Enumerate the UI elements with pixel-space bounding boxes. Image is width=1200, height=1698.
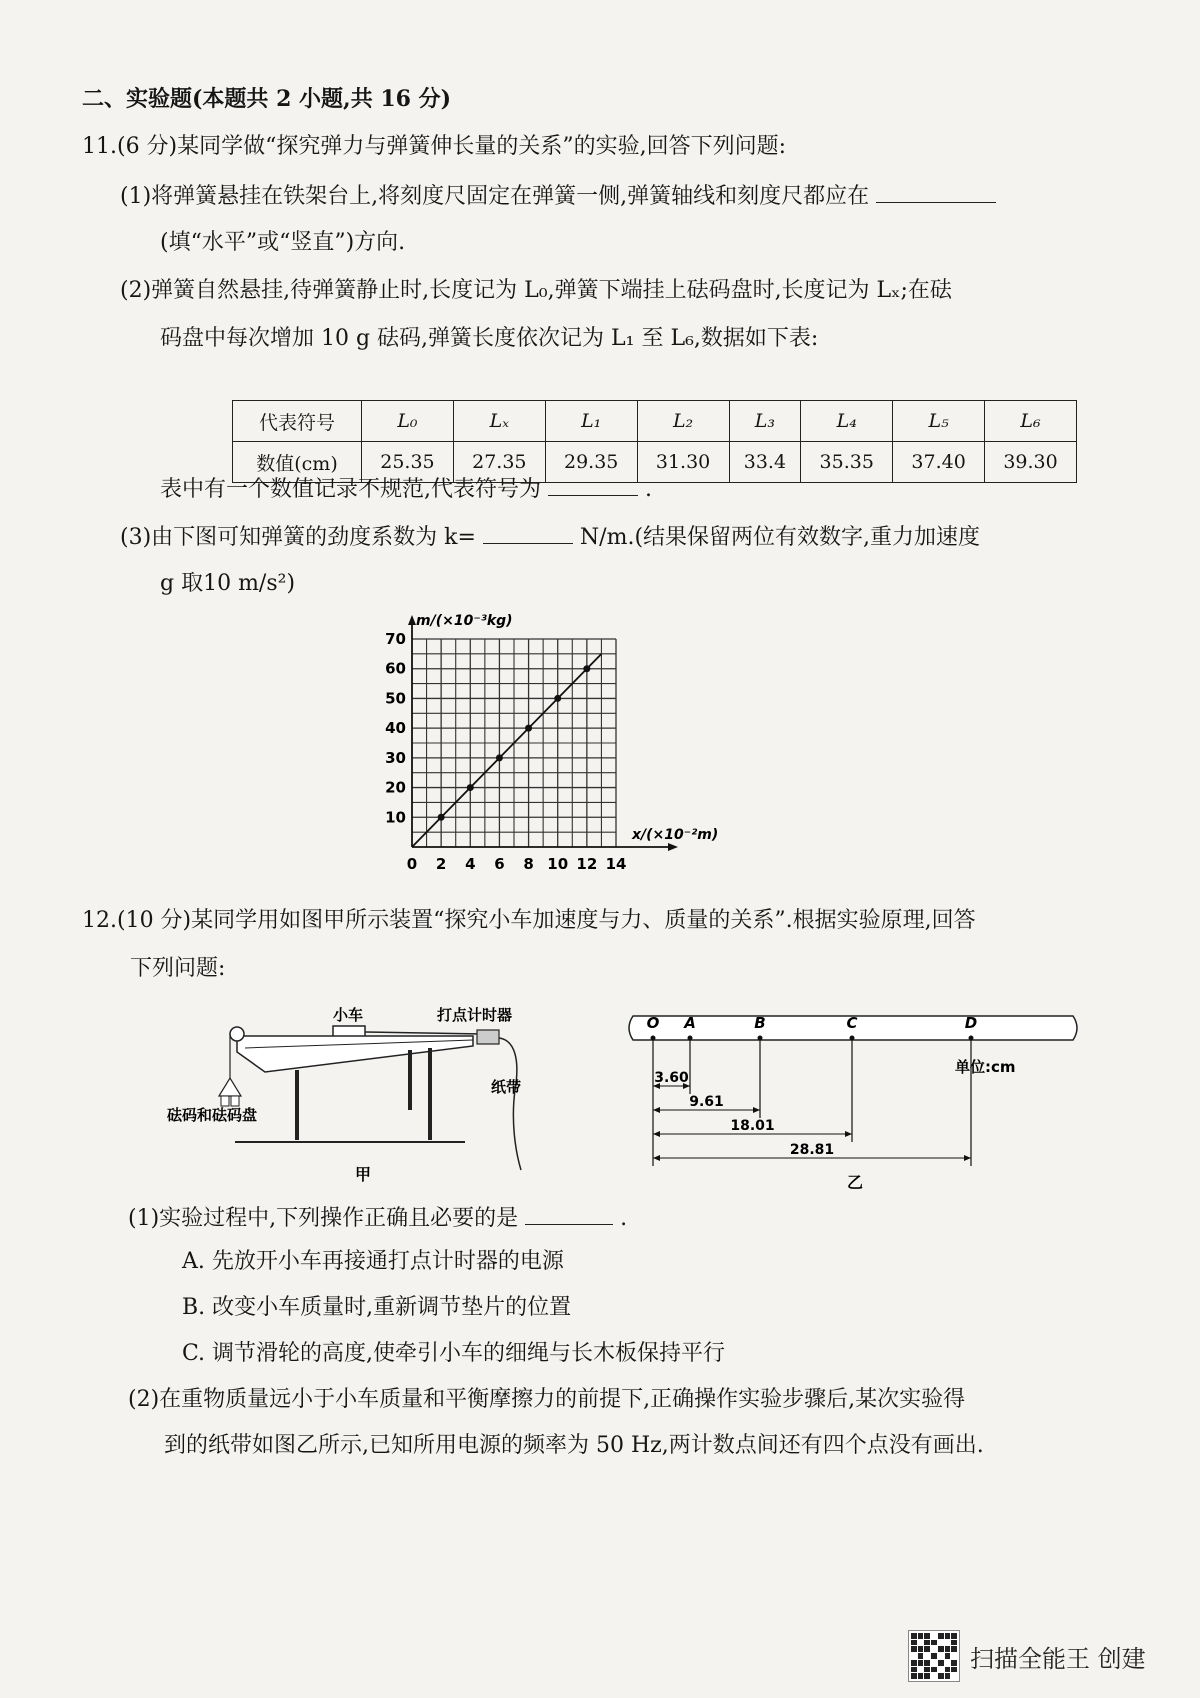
spring-data-table xyxy=(232,400,1077,483)
table-cell: L₄ xyxy=(801,401,893,442)
q12-option-a[interactable]: A. 先放开小车再接通打点计时器的电源 xyxy=(182,1249,564,1274)
q11-part1-cont: (填“水平”或“竖直”)方向. xyxy=(160,230,406,255)
q11-stem: 11.(6 分)某同学做“探究弹力与弹簧伸长量的关系”的实验,回答下列问题: xyxy=(82,134,787,159)
q12-part1 xyxy=(128,1202,627,1234)
x-tick-label: 12 xyxy=(576,855,598,873)
distance-label: 18.01 xyxy=(730,1118,775,1134)
q12-stem-cont: 下列问题: xyxy=(130,956,226,981)
dimension-arrow-right xyxy=(845,1131,852,1137)
distance-label: 28.81 xyxy=(789,1142,835,1158)
dimension-arrow-left xyxy=(653,1131,660,1137)
tape-point-label: O xyxy=(646,1014,660,1032)
distance-label: 9.61 xyxy=(689,1094,724,1110)
distance-label: 3.60 xyxy=(654,1070,689,1086)
data-point xyxy=(467,784,474,791)
table-row xyxy=(233,401,1077,442)
weights-label: 砝码和砝码盘 xyxy=(167,1106,258,1124)
table-cell: Lₓ xyxy=(453,401,545,442)
q12-stem: 12.(10 分)某同学用如图甲所示装置“探究小车加速度与力、质量的关系”.根据实验原理,回答 xyxy=(82,908,976,933)
data-point xyxy=(554,695,561,702)
table-cell: 25.35 xyxy=(362,442,454,483)
y-tick-label: 20 xyxy=(385,778,406,797)
y-axis-label: m/(×10⁻³kg) xyxy=(416,613,513,629)
tape-point-label: D xyxy=(964,1014,978,1032)
y-tick-label: 60 xyxy=(385,659,406,678)
y-tick-label: 70 xyxy=(385,630,406,648)
x-tick-label: 4 xyxy=(465,855,476,873)
data-point xyxy=(438,814,445,821)
q12-option-c[interactable]: C. 调节滑轮的高度,使牵引小车的细绳与长木板保持平行 xyxy=(182,1341,726,1366)
q11-part3-cont: g 取10 m/s²) xyxy=(160,571,296,596)
table-cell: 29.35 xyxy=(545,442,637,483)
q11-part2-cont: 码盘中每次增加 10 g 砝码,弹簧长度依次记为 L₁ 至 L₆,数据如下表: xyxy=(160,326,819,351)
y-tick-label: 40 xyxy=(385,719,406,738)
x-tick-label: 14 xyxy=(605,855,627,873)
figure-yi-caption: 乙 xyxy=(847,1173,864,1192)
y-tick-label: 30 xyxy=(385,748,406,767)
data-point xyxy=(496,754,503,761)
table-cell: 37.40 xyxy=(893,442,985,483)
data-point xyxy=(583,665,590,672)
x-tick-label: 2 xyxy=(435,855,447,873)
q11-part2-question xyxy=(160,473,652,505)
section-title: 二、实验题(本题共 2 小题,共 16 分) xyxy=(82,86,452,112)
car-label: 小车 xyxy=(333,1006,364,1024)
tape-point-label: C xyxy=(846,1014,858,1032)
q12-option-b[interactable]: B. 改变小车质量时,重新调节垫片的位置 xyxy=(182,1295,572,1320)
q12-part2-cont: 到的纸带如图乙所示,已知所用电源的频率为 50 Hz,两计数点间还有四个点没有画出. xyxy=(164,1433,984,1458)
x-axis-arrow xyxy=(668,843,678,851)
tape-point-label: A xyxy=(684,1014,696,1032)
table-cell: 39.30 xyxy=(985,442,1077,483)
dimension-arrow-right xyxy=(964,1155,971,1161)
table-cell: L₅ xyxy=(893,401,985,442)
figure-jia-caption: 甲 xyxy=(355,1165,372,1184)
q12-part1-end: . xyxy=(620,1206,628,1231)
table-cell: 35.35 xyxy=(801,442,893,483)
tape-label: 纸带 xyxy=(490,1078,521,1096)
mass-extension-chart xyxy=(370,610,770,885)
q11-answer-blank-2[interactable] xyxy=(548,473,638,496)
x-tick-label: 6 xyxy=(494,855,505,873)
qr-code-icon xyxy=(908,1630,960,1682)
q11-part3-text: (3)由下图可知弹簧的劲度系数为 k= xyxy=(120,525,476,550)
q11-part3-unit: N/m.(结果保留两位有效数字,重力加速度 xyxy=(579,525,981,550)
scanner-watermark xyxy=(908,1630,1146,1682)
q12-part1-text: (1)实验过程中,下列操作正确且必要的是 xyxy=(128,1206,519,1231)
q11-part2: (2)弹簧自然悬挂,待弹簧静止时,长度记为 L₀,弹簧下端挂上砝码盘时,长度记为 Lₓ;在砝 xyxy=(120,278,952,303)
x-axis-label: x/(×10⁻²m) xyxy=(632,827,719,843)
tape-point-label: B xyxy=(754,1014,766,1032)
timer-label: 打点计时器 xyxy=(437,1006,513,1024)
dimension-arrow-right xyxy=(753,1107,760,1113)
table-cell: 27.35 xyxy=(453,442,545,483)
pulley xyxy=(230,1027,244,1041)
table-cell: L₂ xyxy=(637,401,729,442)
q11-part3 xyxy=(120,521,980,553)
cart-apparatus-figure xyxy=(167,1000,535,1190)
y-tick-label: 10 xyxy=(385,808,406,827)
q11-part2-question-end: . xyxy=(645,477,652,502)
q12-answer-blank-1[interactable] xyxy=(525,1202,613,1225)
timer-device xyxy=(477,1030,499,1044)
table-cell: L₀ xyxy=(362,401,454,442)
weight-pan xyxy=(219,1078,241,1096)
q11-part2-question-text: 表中有一个数值记录不规范,代表符号为 xyxy=(160,477,541,502)
paper-tape xyxy=(499,1038,521,1170)
dimension-arrow-left xyxy=(653,1107,660,1113)
q11-part1-text: (1)将弹簧悬挂在铁架台上,将刻度尺固定在弹簧一侧,弹簧轴线和刻度尺都应在 xyxy=(120,184,870,209)
table-cell: L₆ xyxy=(985,401,1077,442)
y-axis-arrow xyxy=(408,615,416,625)
x-tick-label: 10 xyxy=(547,855,569,873)
unit-label: 单位:cm xyxy=(955,1058,1016,1076)
table-row-label: 代表符号 xyxy=(233,401,362,442)
table-cell: L₁ xyxy=(545,401,637,442)
table-cell: 31.30 xyxy=(637,442,729,483)
paper-tape-figure xyxy=(625,1000,1085,1190)
q12-part2: (2)在重物质量远小于小车质量和平衡摩擦力的前提下,正确操作实验步骤后,某次实验得 xyxy=(128,1387,966,1412)
x-tick-label: 0 xyxy=(406,855,418,873)
footer-text: 扫描全能王 创建 xyxy=(970,1644,1146,1673)
q11-answer-blank-1[interactable] xyxy=(876,180,996,203)
x-tick-label: 8 xyxy=(523,855,534,873)
table-row-label: 数值(cm) xyxy=(233,442,362,483)
y-tick-label: 50 xyxy=(385,689,406,708)
dimension-arrow-left xyxy=(653,1155,660,1161)
table-cell: L₃ xyxy=(729,401,801,442)
data-point xyxy=(525,725,532,732)
q11-answer-blank-3[interactable] xyxy=(483,521,573,544)
q11-part1 xyxy=(120,180,996,212)
table-cell: 33.4 xyxy=(729,442,801,483)
